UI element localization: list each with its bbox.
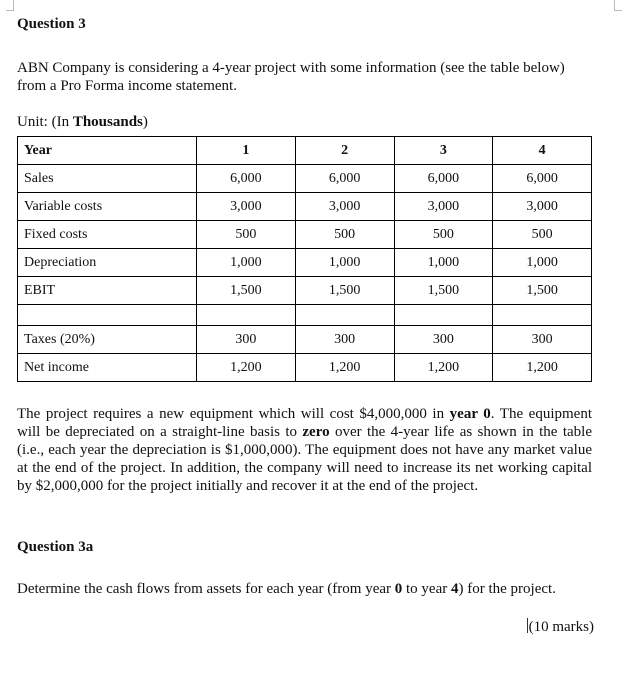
table-cell: 6,000 bbox=[197, 165, 296, 193]
task-bold-0: 0 bbox=[394, 581, 403, 597]
row-label: Sales bbox=[18, 165, 197, 193]
table-cell: 300 bbox=[295, 326, 394, 354]
table-cell: 1,000 bbox=[295, 249, 394, 277]
table-cell: 6,000 bbox=[493, 165, 592, 193]
table-cell: 500 bbox=[394, 221, 493, 249]
marks-label bbox=[527, 618, 594, 636]
subquestion-title: Question 3a bbox=[17, 539, 94, 555]
unit-bold: Thousands bbox=[72, 114, 143, 130]
table-cell: 1,500 bbox=[394, 277, 493, 305]
empty-cell bbox=[295, 305, 394, 326]
table-cell: 1,500 bbox=[197, 277, 296, 305]
table-empty-row bbox=[18, 305, 592, 326]
desc-part-3: over the 4-year life as shown in the table (i.e., each year the depreciation is $1,000,000). The equipment does not have any market value at the end of the project. In addition, the company will need to increase its net working capital by $2,000,000 for the project initially and recover it at the end of the project. bbox=[17, 424, 592, 494]
row-label: Taxes (20%) bbox=[18, 326, 197, 354]
table-cell: 300 bbox=[394, 326, 493, 354]
desc-bold-year0: year 0 bbox=[449, 406, 491, 422]
row-label: Depreciation bbox=[18, 249, 197, 277]
desc-bold-zero: zero bbox=[302, 424, 330, 440]
empty-cell bbox=[493, 305, 592, 326]
empty-cell bbox=[18, 305, 197, 326]
table-cell: 1,200 bbox=[394, 354, 493, 382]
intro-paragraph: ABN Company is considering a 4-year project with some information (see the table below) from a Pro Forma income statement. bbox=[17, 60, 565, 94]
table-header-row bbox=[18, 137, 592, 165]
table-row bbox=[18, 221, 592, 249]
table-cell: 1,200 bbox=[197, 354, 296, 382]
desc-part-1: The project requires a new equipment which will cost $4,000,000 in bbox=[17, 406, 450, 422]
table-cell: 1,000 bbox=[493, 249, 592, 277]
empty-cell bbox=[394, 305, 493, 326]
table-cell: 3,000 bbox=[493, 193, 592, 221]
table-row bbox=[18, 193, 592, 221]
unit-prefix: Unit: (In bbox=[17, 114, 73, 130]
unit-label bbox=[17, 113, 148, 131]
task-part-2: to year bbox=[402, 581, 451, 597]
header-cell: 4 bbox=[493, 137, 592, 165]
pro-forma-income-table bbox=[17, 136, 592, 382]
header-cell-year: Year bbox=[18, 137, 197, 165]
table-row bbox=[18, 326, 592, 354]
header-cell: 1 bbox=[197, 137, 296, 165]
table-cell: 1,000 bbox=[197, 249, 296, 277]
empty-cell bbox=[197, 305, 296, 326]
table-cell: 3,000 bbox=[394, 193, 493, 221]
table-cell: 500 bbox=[197, 221, 296, 249]
unit-suffix: ) bbox=[142, 114, 148, 130]
table-cell: 3,000 bbox=[197, 193, 296, 221]
table-cell: 1,200 bbox=[295, 354, 394, 382]
question-title: Question 3 bbox=[17, 16, 86, 32]
table-row bbox=[18, 249, 592, 277]
table-cell: 300 bbox=[197, 326, 296, 354]
header-cell: 3 bbox=[394, 137, 493, 165]
row-label: EBIT bbox=[18, 277, 197, 305]
project-description-paragraph bbox=[17, 405, 592, 495]
task-paragraph bbox=[17, 580, 597, 598]
row-label: Fixed costs bbox=[18, 221, 197, 249]
page-corner-mark-right bbox=[614, 0, 622, 11]
table-row bbox=[18, 165, 592, 193]
table-cell: 500 bbox=[493, 221, 592, 249]
table-row bbox=[18, 277, 592, 305]
task-part-1: Determine the cash flows from assets for each year (from year bbox=[17, 581, 395, 597]
task-bold-4: 4 bbox=[451, 581, 459, 597]
table-cell: 1,200 bbox=[493, 354, 592, 382]
table-cell: 6,000 bbox=[394, 165, 493, 193]
row-label: Net income bbox=[18, 354, 197, 382]
table-row bbox=[18, 354, 592, 382]
desc-part-2: . The equipment will be depreciated on a straight-line basis to bbox=[17, 406, 592, 440]
header-cell: 2 bbox=[295, 137, 394, 165]
table-cell: 6,000 bbox=[295, 165, 394, 193]
table-cell: 300 bbox=[493, 326, 592, 354]
page-corner-mark-left bbox=[6, 0, 14, 11]
table-cell: 1,500 bbox=[295, 277, 394, 305]
marks-text: (10 marks) bbox=[528, 619, 594, 635]
table-cell: 3,000 bbox=[295, 193, 394, 221]
table-cell: 1,500 bbox=[493, 277, 592, 305]
table-cell: 1,000 bbox=[394, 249, 493, 277]
row-label: Variable costs bbox=[18, 193, 197, 221]
task-part-3: ) for the project. bbox=[458, 581, 556, 597]
text-cursor bbox=[527, 618, 528, 633]
table-cell: 500 bbox=[295, 221, 394, 249]
